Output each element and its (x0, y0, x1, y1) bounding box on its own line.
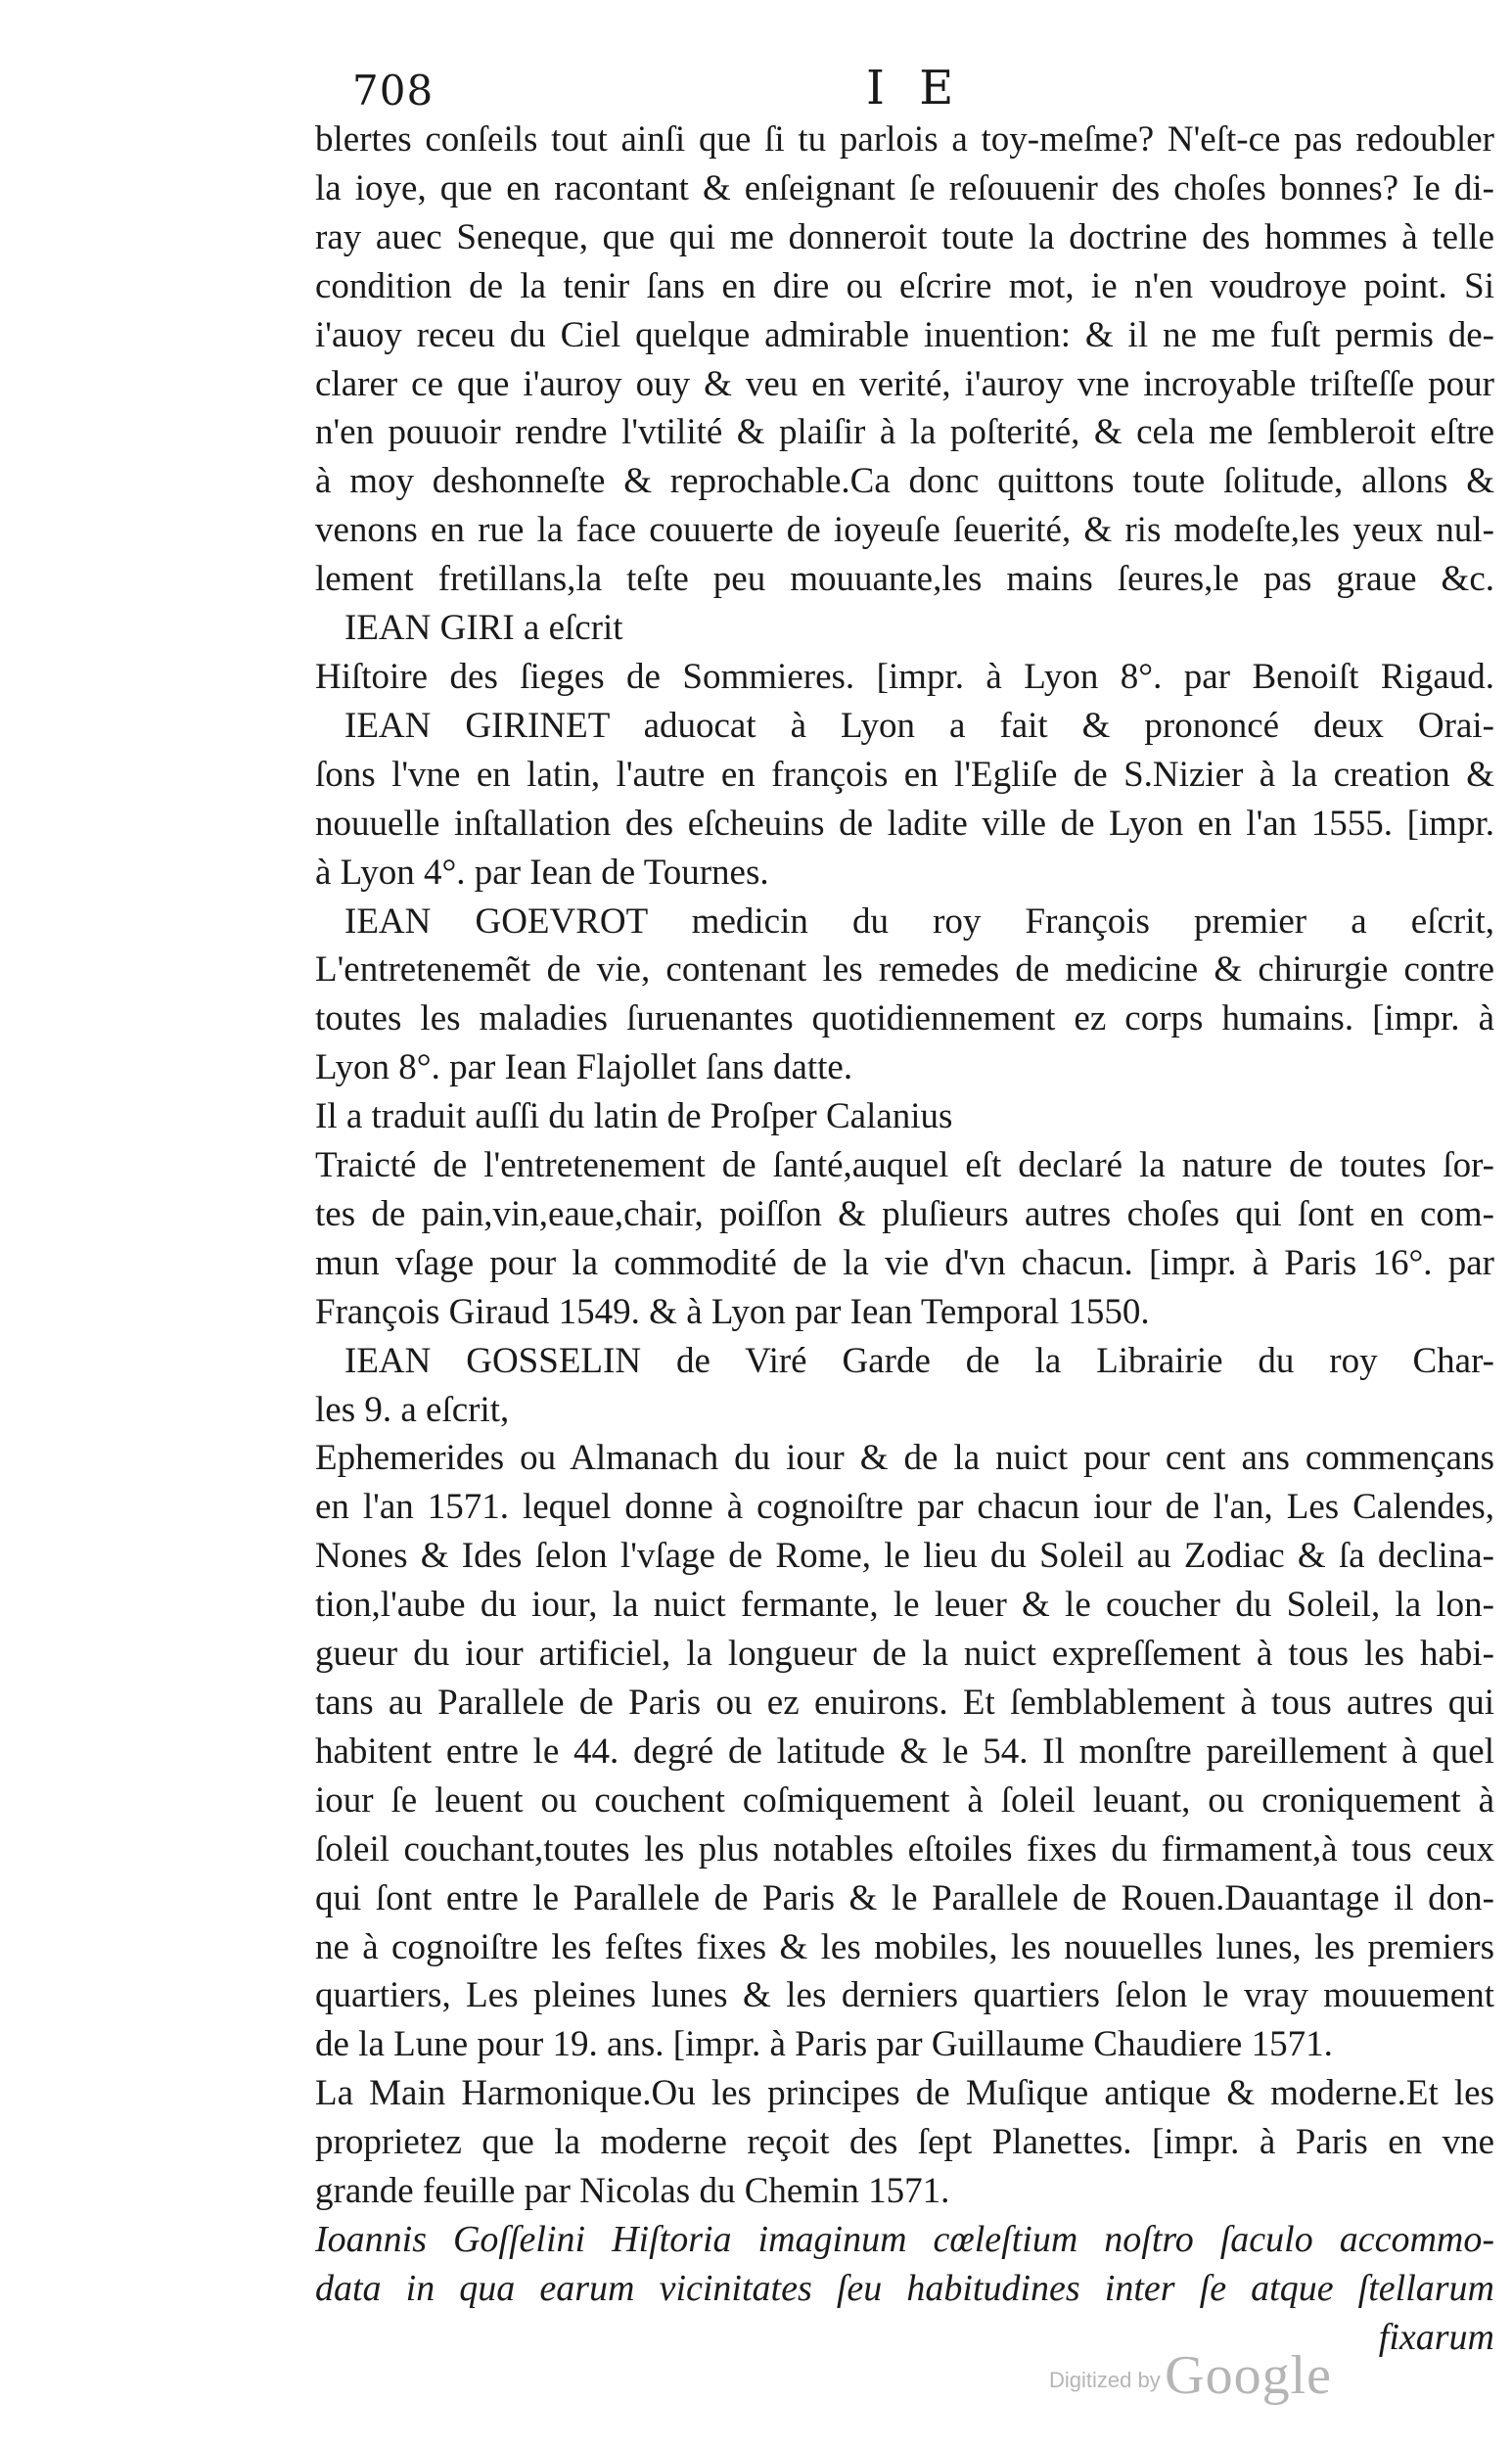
text-line: condition de la tenir ſans en dire ou eſcrire mot, ie n'en voudroye point. Si (315, 265, 1494, 306)
text-line: clarer ce que i'auroy ouy & veu en verité, i'auroy vne incroyable triſteſſe pour (315, 363, 1494, 404)
text-line: ſons l'vne en latin, l'autre en françois en l'Egliſe de S.Nizier à la creation & (315, 754, 1494, 795)
text-line: à moy deshonneſte & reprochable.Ca donc quittons toute ſolitude, allons & (315, 461, 1494, 502)
text-line: Ephemerides ou Almanach du iour & de la nuict pour cent ans commençans (315, 1438, 1494, 1479)
text-line: qui ſont entre le Parallele de Paris & le Parallele de Rouen.Dauantage il don- (315, 1877, 1494, 1918)
text-line: i'auoy receu du Ciel quelque admirable inuention: & il ne me fuſt permis de- (315, 314, 1494, 355)
text-line: fixarum (1378, 2316, 1494, 2358)
text-line: tans au Parallele de Paris ou ez enuirons. Et ſemblablement à tous autres qui (315, 1683, 1494, 1723)
text-line: IEAN GOEVROT medicin du roy François premier a eſcrit, (344, 900, 1494, 942)
text-line: L'entretenemẽt de vie, contenant les remedes de medicine & chirurgie contre (315, 949, 1494, 991)
text-line: Il a traduit auſſi du latin de Proſper Calanius (315, 1096, 953, 1137)
text-line: IEAN GIRI a eſcrit (344, 608, 623, 649)
text-line: Traicté de l'entretenement de ſanté,auquel eſt declaré la nature de toutes ſor- (315, 1145, 1494, 1186)
text-line: Hiſtoire des ſieges de Sommieres. [impr. à Lyon 8°. par Benoiſt Rigaud. (315, 656, 1494, 697)
page-number: 708 (352, 67, 435, 115)
text-line: lement fretillans,la teſte peu mouuante,les mains ſeures,le pas graue &c. (315, 559, 1494, 600)
watermark-prefix: Digitized by (1049, 2368, 1161, 2392)
text-line: à Lyon 4°. par Iean de Tournes. (315, 852, 769, 893)
text-line: tes de pain,vin,eaue,chair, poiſſon & pluſieurs autres choſes qui ſont en com- (315, 1193, 1494, 1234)
text-line: grande feuille par Nicolas du Chemin 1571. (315, 2171, 950, 2212)
text-line: proprietez que la moderne reçoit des ſept Planettes. [impr. à Paris en vne (315, 2122, 1494, 2163)
text-line: en l'an 1571. lequel donne à cognoiſtre par chacun iour de l'an, Les Calendes, (315, 1487, 1494, 1528)
digitized-watermark (1049, 2344, 1332, 2407)
text-line: La Main Harmonique.Ou les principes de Muſique antique & moderne.Et les (315, 2073, 1494, 2114)
text-line: ray auec Seneque, que qui me donneroit toute la doctrine des hommes à telle (315, 216, 1494, 257)
body-text (315, 115, 1494, 2363)
text-line: blertes conſeils tout ainſi que ſi tu parlois a toy-meſme? N'eſt-ce pas redoubler (315, 119, 1494, 160)
text-line: IEAN GIRINET aduocat à Lyon a fait & prononcé deux Orai- (344, 705, 1494, 746)
text-line: IEAN GOSSELIN de Viré Garde de la Librairie du roy Char- (344, 1340, 1494, 1381)
text-line: iour ſe leuent ou couchent coſmiquement à ſoleil leuant, ou croniquement à (315, 1779, 1494, 1821)
running-head: I E (866, 61, 964, 115)
text-line: Lyon 8°. par Iean Flajollet ſans datte. (315, 1047, 853, 1088)
text-line: gueur du iour artificiel, la longueur de la nuict expreſſement à tous les habi- (315, 1634, 1494, 1675)
text-line: tion,l'aube du iour, la nuict fermante, le leuer & le coucher du Soleil, la lon- (315, 1585, 1494, 1626)
text-line: les 9. a eſcrit, (315, 1389, 510, 1430)
text-line: Nones & Ides ſelon l'vſage de Rome, le lieu du Soleil au Zodiac & ſa declina- (315, 1536, 1494, 1577)
text-line: venons en rue la face couuerte de ioyeuſe ſeuerité, & ris modeſte,les yeux nul- (315, 510, 1494, 551)
text-line: mun vſage pour la commodité de la vie d'vn chacun. [impr. à Paris 16°. par (315, 1242, 1494, 1283)
text-line: toutes les maladies ſuruenantes quotidiennement ez corps humains. [impr. à (315, 998, 1494, 1039)
text-line: habitent entre le 44. degré de latitude & le 54. Il monſtre pareillement à quel (315, 1731, 1494, 1772)
text-line: Ioannis Goſſelini Hiſtoria imaginum cœleſtium noſtro ſaculo accommo- (315, 2218, 1494, 2260)
text-line: ſoleil couchant,toutes les plus notables eſtoiles fixes du firmament,à tous ceux (315, 1828, 1494, 1870)
google-logo: Google (1165, 2345, 1333, 2406)
text-line: nouuelle inſtallation des eſcheuins de ladite ville de Lyon en l'an 1555. [impr. (315, 803, 1494, 844)
text-line: ne à cognoiſtre les feſtes fixes & les mobiles, les nouuelles lunes, les premiers (315, 1926, 1494, 1967)
text-line: data in qua earum vicinitates ſeu habitudines inter ſe atque ſtellarum (315, 2267, 1494, 2309)
text-line: François Giraud 1549. & à Lyon par Iean Temporal 1550. (315, 1291, 1150, 1332)
text-line: la ioye, que en racontant & enſeignant ſe reſouuenir des choſes bonnes? Ie di- (315, 167, 1494, 208)
text-line: quartiers, Les pleines lunes & les derniers quartiers ſelon le vray mouuement (315, 1975, 1494, 2016)
text-line: n'en pouuoir rendre l'vtilité & plaiſir à la poſterité, & cela me ſembleroit eſtre (315, 412, 1494, 453)
text-line: de la Lune pour 19. ans. [impr. à Paris par Guillaume Chaudiere 1571. (315, 2024, 1333, 2065)
